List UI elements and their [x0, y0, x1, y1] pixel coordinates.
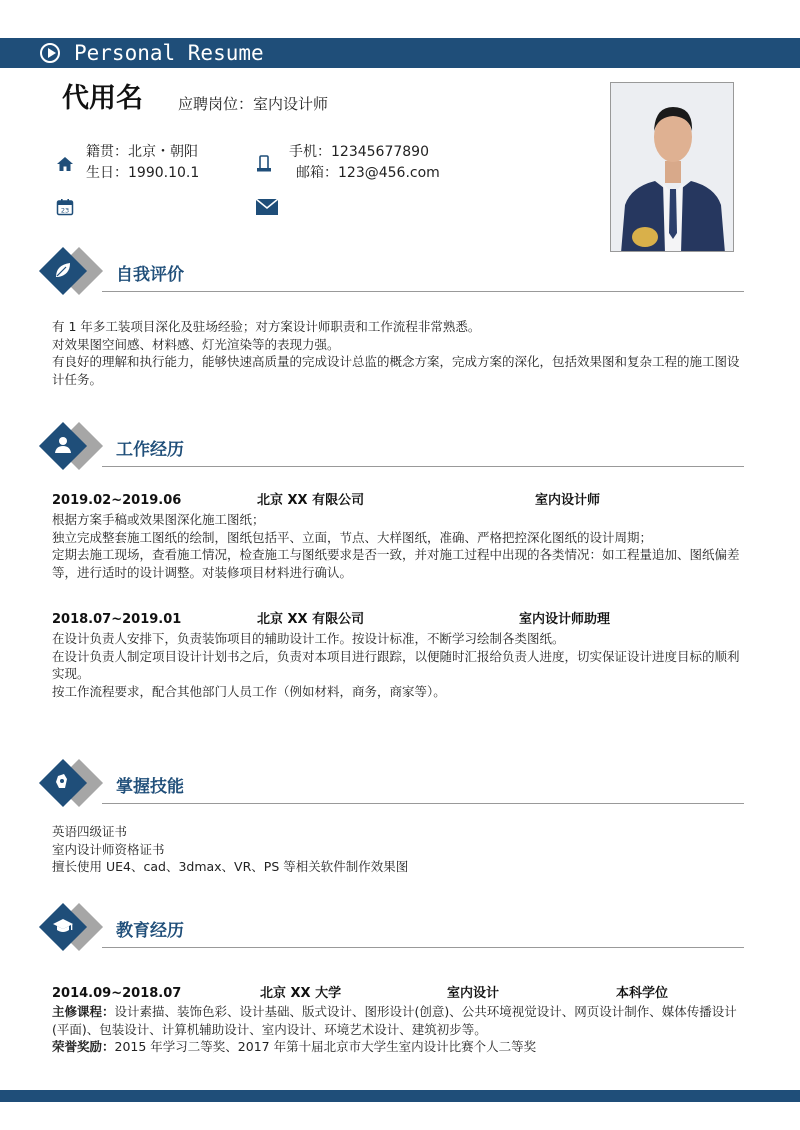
education-details [52, 1003, 742, 1056]
leaf-icon [52, 259, 74, 281]
section-title-skills: 掌握技能 [116, 777, 184, 797]
job-role: 室内设计师助理 [519, 612, 611, 627]
job-role: 室内设计师 [535, 493, 601, 508]
play-icon [40, 43, 60, 63]
job-company: 北京 XX 有限公司 [257, 612, 365, 627]
job-description [52, 511, 742, 581]
education-major: 室内设计 [447, 986, 500, 1001]
section-title-work: 工作经历 [116, 440, 184, 460]
section-header-work [42, 427, 744, 477]
phone-icon [255, 155, 273, 173]
calendar-icon [56, 198, 74, 216]
applied-position: 应聘岗位：室内设计师 [178, 95, 329, 113]
home-icon [56, 155, 74, 173]
awards-text: 2015 年学习二等奖、2017 年第十届北京市大学生室内设计比赛个人二等奖 [114, 1039, 537, 1054]
phone-number: 手机：12345677890 [289, 144, 429, 160]
awards-line [52, 1038, 742, 1056]
job-line: 在设计负责人制定项目设计计划书之后，负责对本项目进行跟踪，以便随时汇报给负责人进度，切实保证设计进度目标的顺利实现。 [52, 648, 740, 681]
section-header-self-eval [42, 252, 744, 302]
job-line: 按工作流程要求，配合其他部门人员工作（例如材料，商务，商家等）。 [52, 683, 446, 699]
job-period: 2018.07~2019.01 [52, 612, 182, 627]
courses-text: 设计素描、装饰色彩、设计基础、版式设计、图形设计(创意)、公共环境视觉设计、网页设计制作、媒体传播设计(平面)、包装设计、计算机辅助设计、室内设计、环境艺术设计、建筑初步等。 [52, 1004, 737, 1037]
courses-label: 主修课程： [52, 1004, 115, 1019]
job-line: 独立完成整套施工图纸的绘制，图纸包括平、立面，节点、大样图纸，准确、严格把控深化图纸的设计周期； [52, 529, 653, 545]
birthday: 生日：1990.10.1 [86, 165, 200, 181]
section-title-education: 教育经历 [116, 921, 184, 941]
profile-photo [610, 82, 734, 252]
svg-text:23: 23 [60, 206, 70, 215]
self-eval-line: 有良好的理解和执行能力，能够快速高质量的完成设计总监的概念方案，完成方案的深化，包括效果图和复杂工程的施工图设计任务。 [52, 354, 740, 387]
awards-label: 荣誉奖励： [52, 1039, 115, 1054]
job-description [52, 630, 742, 700]
skills-list [52, 823, 742, 876]
skill-item: 擅长使用 UE4、cad、3dmax、VR、PS 等相关软件制作效果图 [52, 859, 409, 874]
self-eval-text [52, 318, 742, 388]
job-line: 在设计负责人安排下，负责装饰项目的辅助设计工作。按设计标准，不断学习绘制各类图纸。 [52, 631, 565, 646]
section-title-self-eval: 自我评价 [116, 265, 184, 285]
self-eval-line: 有 1 年多工装项目深化及驻场经验；对方案设计师职责和工作流程非常熟悉。 [52, 319, 481, 334]
footer-bar [0, 1090, 800, 1102]
person-icon [52, 434, 74, 456]
email-address: 邮箱：123@456.com [296, 165, 440, 181]
skill-item: 室内设计师资格证书 [52, 841, 165, 857]
section-header-education [42, 908, 744, 958]
education-degree: 本科学位 [616, 986, 669, 1001]
section-header-skills [42, 764, 744, 814]
courses-line [52, 1003, 742, 1038]
page-title: Personal Resume [74, 41, 264, 65]
hand-icon [52, 771, 74, 793]
job-company: 北京 XX 有限公司 [257, 493, 365, 508]
graduation-cap-icon [52, 915, 74, 937]
mail-icon [255, 197, 279, 217]
skill-item: 英语四级证书 [52, 824, 128, 839]
job-line: 定期去施工现场，查看施工情况，检查施工与图纸要求是否一致，并对施工过程中出现的各类情况：如工程量追加、图纸偏差等，进行适时的设计调整。对装修项目材料进行确认。 [52, 547, 740, 580]
education-period: 2014.09~2018.07 [52, 986, 182, 1001]
education-school: 北京 XX 大学 [260, 986, 342, 1001]
self-eval-line: 对效果图空间感、材料感、灯光渲染等的表现力强。 [52, 336, 340, 352]
job-line: 根据方案手稿或效果图深化施工图纸； [52, 512, 265, 527]
hometown: 籍贯：北京・朝阳 [86, 144, 198, 160]
candidate-name: 代用名 [62, 83, 143, 114]
job-period: 2019.02~2019.06 [52, 493, 182, 508]
